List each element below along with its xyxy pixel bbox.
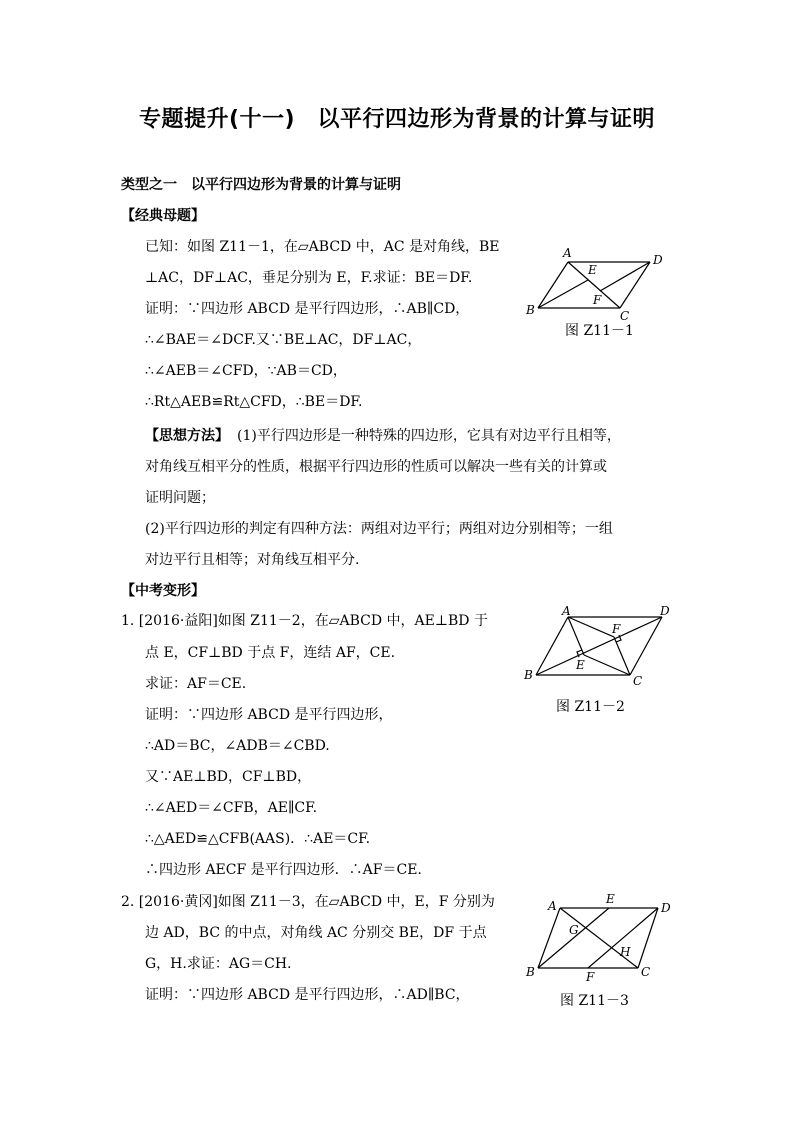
problem1-line: 又∵AE⊥BD，CF⊥BD，	[145, 769, 312, 785]
method-line: 对边平行且相等；对角线互相平分.	[145, 552, 360, 568]
page-title: 专题提升(十一) 以平行四边形为背景的计算与证明	[138, 107, 656, 132]
label-b: B	[524, 668, 533, 682]
label-f: F	[612, 622, 621, 636]
problem1-line: ∴△AED≌△CFB(AAS)．∴AE＝CF.	[145, 831, 371, 847]
label-e: E	[606, 892, 615, 906]
figure-z11-3	[520, 888, 680, 988]
problem1-line: ∴∠AED＝∠CFB，AE∥CF.	[145, 800, 318, 816]
problem2-line: 边 AD，BC 的中点，对角线 AC 分别交 BE，DF 于点	[145, 925, 487, 941]
classic-line: 已知：如图 Z11－1，在▱ABCD 中，AC 是对角线，BE	[145, 239, 500, 255]
variants-heading: 【中考变形】	[121, 583, 205, 599]
figure-z11-1	[520, 240, 670, 320]
figure-z11-2	[520, 603, 680, 688]
label-a: A	[548, 899, 557, 913]
method-line: 证明问题；	[145, 490, 215, 506]
label-e: E	[576, 658, 585, 672]
method-line: 对角线互相平分的性质，根据平行四边形的性质可以解决一些有关的计算或	[145, 459, 607, 475]
label-c: C	[633, 674, 643, 688]
label-g: G	[569, 923, 579, 937]
classic-line: ⊥AC，DF⊥AC，垂足分别为 E，F.求证：BE＝DF.	[145, 270, 473, 286]
label-f: F	[593, 293, 602, 307]
classic-line: ∴∠AEB＝∠CFD，∵AB＝CD，	[145, 363, 347, 379]
label-f: F	[586, 970, 595, 984]
label-e: E	[588, 263, 597, 277]
problem2-line: 证明：∵四边形 ABCD 是平行四边形，∴AD∥BC，	[145, 987, 470, 1003]
label-c: C	[620, 309, 630, 320]
label-b: B	[526, 965, 535, 979]
label-a: A	[562, 604, 571, 618]
problem2-line: G，H.求证：AG＝CH.	[145, 956, 292, 972]
classic-line: ∴Rt△AEB≌Rt△CFD，∴BE＝DF.	[145, 394, 363, 410]
label-c: C	[641, 965, 651, 979]
classic-line: 证明：∵四边形 ABCD 是平行四边形，∴AB∥CD，	[145, 301, 470, 317]
figure-caption: 图 Z11－3	[560, 993, 629, 1009]
label-h: H	[620, 945, 631, 959]
label-d: D	[661, 901, 671, 915]
method-line: (1)平行四边形是一种特殊的四边形，它具有对边平行且相等，	[237, 428, 621, 444]
method-first-line	[145, 427, 621, 445]
section-heading: 类型之一 以平行四边形为背景的计算与证明	[121, 177, 401, 193]
problem1-line: 求证：AF＝CE.	[145, 676, 247, 692]
label-b: B	[526, 303, 535, 317]
figure-caption: 图 Z11－1	[565, 323, 634, 339]
problem1-line: 点 E，CF⊥BD 于点 F，连结 AF，CE.	[145, 645, 396, 661]
label-a: A	[563, 246, 572, 260]
problem1-line: ∴AD＝BC，∠ADB＝∠CBD.	[145, 738, 330, 754]
figure-caption: 图 Z11－2	[556, 699, 625, 715]
problem1-line: 1. [2016·益阳]如图 Z11－2，在▱ABCD 中，AE⊥BD 于	[121, 613, 488, 629]
label-d: D	[653, 253, 663, 267]
method-heading: 【思想方法】	[145, 428, 229, 444]
classic-line: ∴∠BAE＝∠DCF.又∵BE⊥AC，DF⊥AC，	[145, 332, 422, 348]
method-line: (2)平行四边形的判定有四种方法：两组对边平行；两组对边分别相等；一组	[145, 521, 613, 537]
problem2-line: 2. [2016·黄冈]如图 Z11－3，在▱ABCD 中，E，F 分别为	[121, 894, 495, 910]
problem1-line: ∴四边形 AECF 是平行四边形．∴AF＝CE.	[145, 862, 422, 878]
label-d: D	[660, 604, 670, 618]
classic-heading: 【经典母题】	[121, 208, 205, 224]
problem1-line: 证明：∵四边形 ABCD 是平行四边形，	[145, 707, 393, 723]
